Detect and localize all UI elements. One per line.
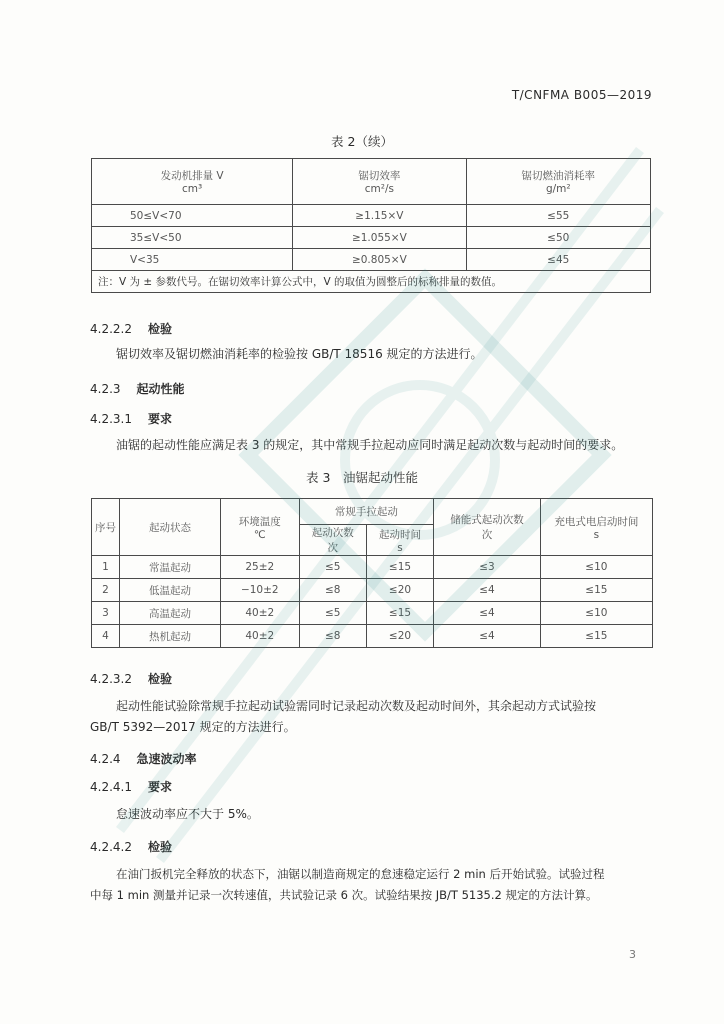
table3-temp-label: 环境温度	[238, 515, 281, 528]
section-4-2-3-2-body-2: GB/T 5392—2017 规定的方法进行。	[90, 720, 296, 734]
table-cell: ≤4	[434, 625, 541, 648]
table-cell: ≤8	[299, 625, 366, 648]
table-row	[92, 227, 651, 249]
table3-header-no: 序号	[92, 499, 120, 556]
table-cell: ≥0.805×V	[293, 249, 466, 271]
section-title: 检验	[147, 840, 172, 854]
table3-stored-unit: 次	[481, 529, 493, 541]
table-cell: ≤5	[299, 556, 366, 579]
table3-header-temp	[221, 499, 300, 556]
table3-time-label: 起动时间	[379, 528, 422, 541]
section-4-2-3-2-heading	[90, 670, 172, 687]
standard-id: T/CNFMA B005—2019	[511, 88, 652, 102]
section-number: 4.2.4.1	[90, 780, 132, 794]
table-cell: 常温起动	[120, 556, 221, 579]
table3-header-electric	[540, 499, 652, 556]
table-cell: ≤15	[540, 625, 652, 648]
section-4-2-3-1-heading	[90, 410, 172, 427]
table3-header-manual: 常规手拉起动	[299, 499, 434, 525]
table-cell: ≤15	[366, 556, 433, 579]
section-4-2-4-heading	[90, 750, 197, 767]
table-cell: ≤45	[466, 249, 650, 271]
table-row	[92, 249, 651, 271]
table2-header-row	[92, 159, 651, 205]
section-title: 起动性能	[136, 382, 185, 396]
table-cell: ≤8	[299, 579, 366, 602]
table-cell: ≤4	[434, 602, 541, 625]
section-number: 4.2.3.2	[90, 672, 132, 686]
table2-header-fuel	[466, 159, 650, 205]
table3-temp-unit: ℃	[253, 528, 266, 541]
table-cell: ≤20	[366, 579, 433, 602]
table3-caption: 表 3 油锯起动性能	[306, 470, 418, 485]
page-number: 3	[629, 948, 636, 961]
table-row	[92, 579, 653, 602]
table-cell: ≤5	[299, 602, 366, 625]
table-cell: ≤55	[466, 205, 650, 227]
table-cell: ≤50	[466, 227, 650, 249]
table-cell: ≤10	[540, 602, 652, 625]
table2-col3-unit: g/m²	[545, 183, 571, 195]
table-cell: 40±2	[221, 602, 300, 625]
section-title: 要求	[147, 412, 172, 426]
section-number: 4.2.3	[90, 382, 121, 396]
table-row	[92, 602, 653, 625]
section-title: 急速波动率	[136, 752, 197, 766]
section-title: 检验	[147, 672, 172, 686]
section-number: 4.2.4.2	[90, 840, 132, 854]
table-row	[92, 625, 653, 648]
table-cell: ≤20	[366, 625, 433, 648]
table3-header-row-1	[92, 499, 653, 525]
section-4-2-2-2-body: 锯切效率及锯切燃油消耗率的检验按 GB/T 18516 规定的方法进行。	[116, 347, 483, 361]
table-cell: 高温起动	[120, 602, 221, 625]
table-cell: 4	[92, 625, 120, 648]
table-cell: 低温起动	[120, 579, 221, 602]
table-cell: 50≤V<70	[92, 205, 293, 227]
table-cell: 35≤V<50	[92, 227, 293, 249]
table2-col3-name: 锯切燃油消耗率	[521, 170, 595, 182]
table2-col1-unit: cm³	[182, 183, 203, 195]
section-number: 4.2.2.2	[90, 322, 132, 336]
section-4-2-4-1-body: 怠速波动率应不大于 5%。	[116, 807, 259, 821]
table-cell: −10±2	[221, 579, 300, 602]
table-cell: ≥1.15×V	[293, 205, 466, 227]
table3-stored-label: 储能式起动次数	[450, 514, 524, 526]
table-cell: 1	[92, 556, 120, 579]
table-cell: ≤10	[540, 556, 652, 579]
section-title: 检验	[147, 322, 172, 336]
section-4-2-4-1-heading	[90, 778, 172, 795]
table3-count-label: 起动次数	[311, 527, 354, 539]
table2-caption: 表 2（续）	[331, 134, 393, 149]
table3-header-count	[299, 525, 366, 556]
table-cell: 40±2	[221, 625, 300, 648]
table-cell: V<35	[92, 249, 293, 271]
table3	[91, 498, 653, 648]
table2-note-row	[92, 271, 651, 293]
table3-header-state: 起动状态	[120, 499, 221, 556]
table3-time-unit: s	[397, 541, 403, 554]
table2	[91, 158, 651, 293]
table-row	[92, 556, 653, 579]
table2-col1-name: 发动机排量 V	[160, 170, 224, 182]
section-4-2-3-heading	[90, 380, 185, 397]
table-cell: 热机起动	[120, 625, 221, 648]
section-4-2-4-2-body-2: 中每 1 min 测量并记录一次转速值，共试验记录 6 次。试验结果按 JB/T 5135.2 规定的方法计算。	[90, 888, 598, 902]
section-number: 4.2.4	[90, 752, 121, 766]
table2-header-efficiency	[293, 159, 466, 205]
table-cell: ≤3	[434, 556, 541, 579]
section-4-2-4-2-body-1: 在油门扳机完全释放的状态下，油锯以制造商规定的怠速稳定运行 2 min 后开始试验。试验过程	[116, 867, 605, 881]
table-cell: ≤4	[434, 579, 541, 602]
section-title: 要求	[147, 780, 172, 794]
table3-electric-unit: s	[593, 528, 600, 541]
section-number: 4.2.3.1	[90, 412, 132, 426]
table-cell: 2	[92, 579, 120, 602]
table2-col2-unit: cm²/s	[364, 183, 394, 195]
section-4-2-3-2-body-1: 起动性能试验除常规手拉起动试验需同时记录起动次数及起动时间外，其余起动方式试验按	[116, 699, 597, 713]
table3-header-stored	[434, 499, 541, 556]
table-row	[92, 205, 651, 227]
table-cell: ≤15	[540, 579, 652, 602]
table-cell: ≤15	[366, 602, 433, 625]
table2-note: 注：V 为 ± 参数代号。在锯切效率计算公式中，V 的取值为圆整后的标称排量的数值。	[92, 271, 651, 293]
table-cell: 25±2	[221, 556, 300, 579]
section-4-2-3-1-body: 油锯的起动性能应满足表 3 的规定，其中常规手拉起动应同时满足起动次数与起动时间的要求。	[116, 438, 624, 452]
table3-count-unit: 次	[327, 542, 338, 554]
table-cell: 3	[92, 602, 120, 625]
table2-header-displacement	[92, 159, 293, 205]
table-cell: ≥1.055×V	[293, 227, 466, 249]
section-4-2-2-2-heading	[90, 320, 172, 337]
table3-header-time	[366, 525, 433, 556]
section-4-2-4-2-heading	[90, 838, 172, 855]
table2-col2-name: 锯切效率	[358, 170, 401, 182]
table3-electric-label: 充电式电启动时间	[554, 515, 639, 528]
